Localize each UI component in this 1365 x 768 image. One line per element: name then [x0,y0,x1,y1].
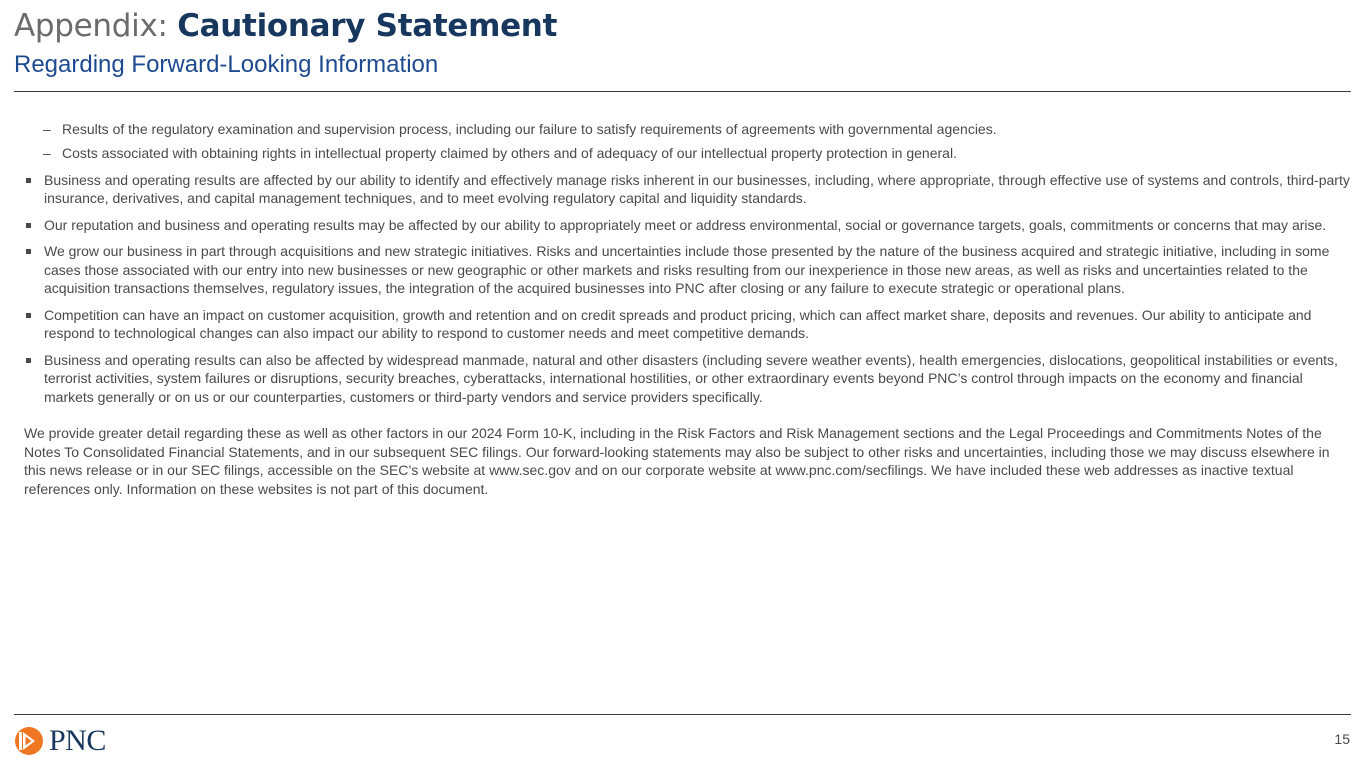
pnc-logo [14,725,106,757]
dash-marker: – [43,121,51,137]
bullet-list-item [24,351,1352,407]
bullet-list-item-text: Competition can have an impact on customer acquisition, growth and retention and on credit spreads and product pricing, which can affect market share, deposits and revenues. Our ability to anticipate and respond to technological changes can also impact our ability to respond to customer needs and meet competitive demands. [44,306,1312,341]
bullet-list-item [24,242,1352,298]
bullet-list-item [24,306,1352,343]
page-subtitle: Regarding Forward-Looking Information [14,51,439,78]
square-bullet-icon [26,223,31,228]
content-body [24,120,1352,512]
pnc-logo-icon [14,726,44,756]
bullet-list-item [24,216,1352,235]
bullet-list-item-text: Our reputation and business and operating results may be affected by our ability to appropriately meet or address environmental, social or governance targets, goals, commitments or concerns that may arise. [44,216,1327,233]
header-divider [14,91,1351,92]
bullet-list-item [24,171,1352,208]
dash-marker: – [43,145,51,161]
square-bullet-icon [26,358,31,363]
page-number: 15 [1334,731,1350,747]
square-bullet-icon [26,178,31,183]
sub-list-item-text: Results of the regulatory examination and supervision process, including our failure to satisfy requirements of agreements with governmental agencies. [62,121,997,137]
page-title-main: Cautionary Statement [177,8,558,44]
footer-divider [14,714,1351,715]
pnc-logo-text: PNC [49,724,106,757]
square-bullet-icon [26,249,31,254]
page-title [14,6,557,46]
sub-list-item [24,144,1352,163]
closing-paragraph: We provide greater detail regarding these as well as other factors in our 2024 Form 10-K, including in the Risk Factors and Risk Management sections and the Legal Proceedings and Commitments Notes of the Notes To Consolidated Financial Statements, and in our subsequent SEC filings. Our forward-looking statements may also be subject to other risks and uncertainties, including those we may discuss elsewhere in this news release or in our SEC filings, accessible on the SEC’s website at www.sec.gov and on our corporate website at www.pnc.com/secfilings. We have included these web addresses as inactive textual references only. Information on these websites is not part of this document. [24,425,1330,497]
sub-list-item-text: Costs associated with obtaining rights in intellectual property claimed by others and of adequacy of our intellectual property protection in general. [62,145,957,161]
page-title-prefix: Appendix: [14,8,178,44]
bullet-list-item-text: We grow our business in part through acquisitions and new strategic initiatives. Risks and uncertainties include those presented by the nature of the business acquired and strategic initiative, including in some cases those associated with our entry into new businesses or new geographic or other markets and risks resulting from our inexperience in those new areas, as well as risks and uncertainties related to the acquisition transactions themselves, regulatory issues, the integration of the acquired businesses into PNC after closing or any failure to execute strategic or operational plans. [44,243,1330,296]
bullet-list-item-text: Business and operating results can also be affected by widespread manmade, natural and other disasters (including severe weather events), health emergencies, dislocations, geopolitical instabilities or events, terrorist activities, system failures or disruptions, security breaches, cyberattacks, international hostilities, or other extraordinary events beyond PNC’s control through impacts on the economy and financial markets generally or on us or our counterparties, customers or third-party vendors and service providers specifically. [44,351,1338,405]
square-bullet-icon [26,313,31,318]
bullet-list-item-text: Business and operating results are affected by our ability to identify and effectively manage risks inherent in our businesses, including, where appropriate, through effective use of systems and controls, third-party insurance, derivatives, and capital management techniques, and to meet evolving regulatory capital and liquidity standards. [44,171,1350,206]
sub-list-item [24,120,1352,139]
